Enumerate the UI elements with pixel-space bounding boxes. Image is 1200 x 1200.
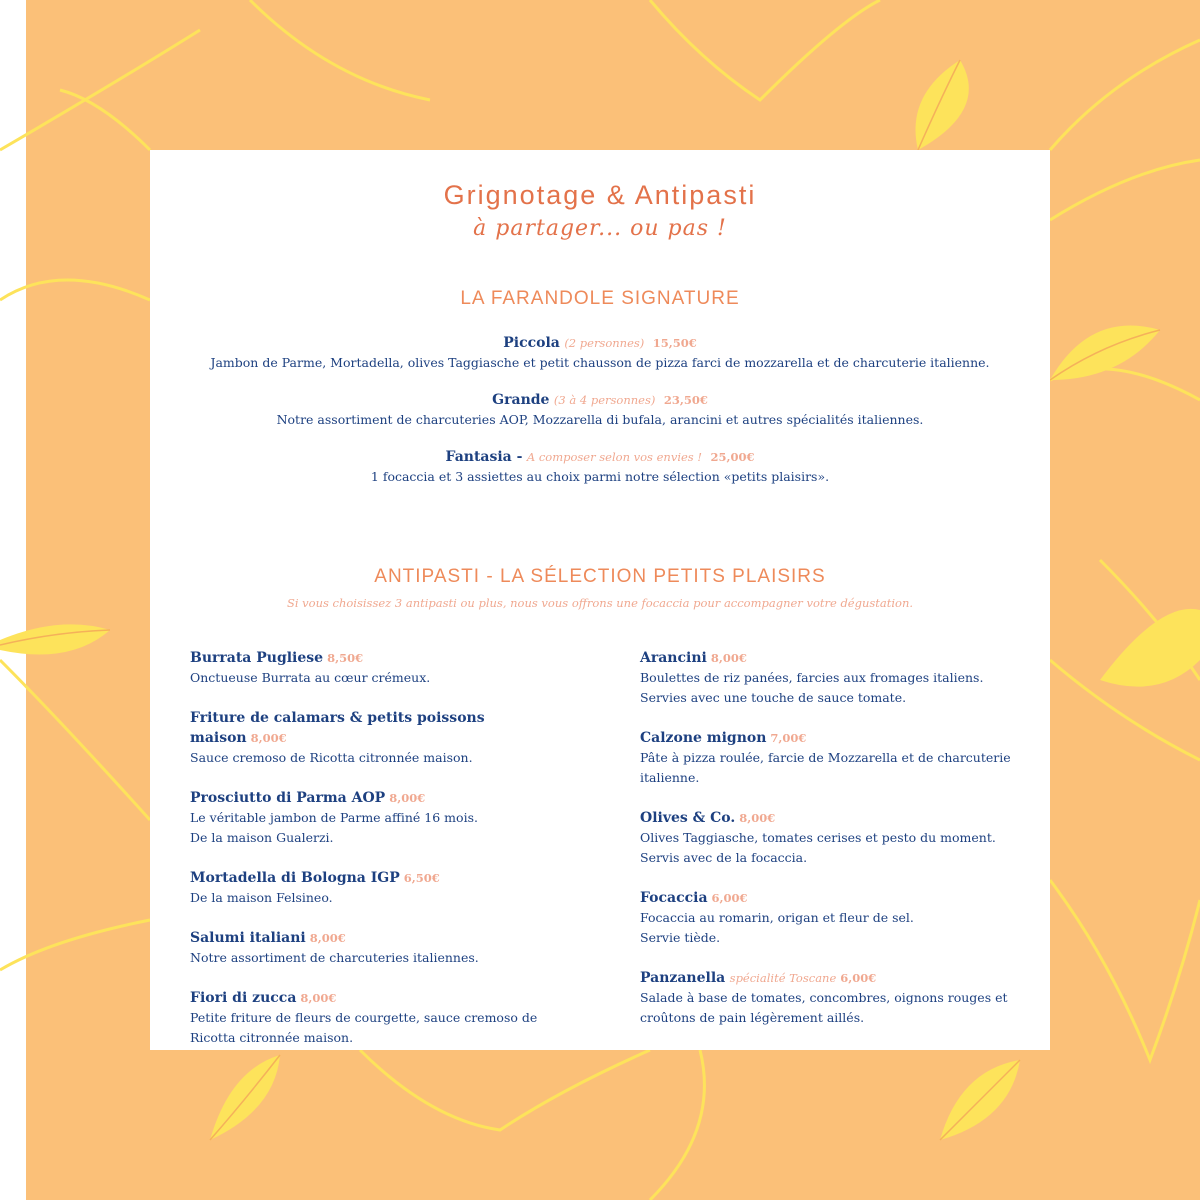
item-description: Servies avec une touche de sauce tomate. (640, 690, 907, 705)
item-description: De la maison Felsineo. (190, 890, 333, 905)
item-price: 8,00€ (389, 791, 426, 805)
item-description: Notre assortiment de charcuteries italiennes. (190, 950, 479, 965)
item-name: Arancini (640, 650, 707, 666)
item-price: 6,50€ (403, 871, 440, 885)
item-price: 6,00€ (840, 971, 877, 985)
item-name: Mortadella di Bologna IGP (190, 870, 400, 886)
item-name: Panzanella (640, 970, 726, 986)
item-description: Salade à base de tomates, concombres, oignons rouges et (640, 990, 1008, 1005)
item-description: Le véritable jambon de Parme affiné 16 mois. (190, 810, 478, 825)
item-price: 8,00€ (300, 991, 337, 1005)
menu-card (150, 150, 1050, 1050)
menu-item (190, 788, 570, 848)
item-price: 8,00€ (710, 651, 747, 665)
item-description: Servie tiède. (640, 930, 721, 945)
menu-item (190, 928, 570, 968)
item-note: A composer selon vos envies ! (526, 450, 702, 464)
item-name: Prosciutto di Parma AOP (190, 790, 386, 806)
item-name: Calzone mignon (640, 730, 767, 746)
item-price: 8,50€ (327, 651, 364, 665)
item-description: italienne. (640, 770, 700, 785)
item-description: De la maison Gualerzi. (190, 830, 334, 845)
menu-item (190, 868, 570, 908)
menu-title: Grignotage & Antipasti (443, 180, 757, 210)
item-price: 8,00€ (250, 731, 287, 745)
item-name: Fiori di zucca (190, 990, 297, 1006)
menu-item (640, 888, 1020, 948)
item-price: 23,50€ (663, 393, 708, 407)
item-description: Ricotta citronnée maison. (190, 1030, 354, 1045)
item-name: Fantasia - (445, 449, 523, 465)
item-price: 25,00€ (710, 450, 755, 464)
menu-item (640, 968, 1020, 1028)
menu-subtitle: à partager... ou pas ! (473, 216, 727, 241)
menu-item (640, 728, 1020, 788)
item-price: 15,50€ (652, 336, 697, 350)
item-price: 7,00€ (770, 731, 807, 745)
item-name: Olives & Co. (640, 810, 736, 826)
formula-item (150, 333, 1050, 372)
item-name: Friture de calamars & petits poissons maison (190, 710, 485, 746)
item-name: Grande (492, 392, 550, 408)
item-price: 6,00€ (711, 891, 748, 905)
item-description: Petite friture de fleurs de courgette, sauce cremoso de (190, 1010, 538, 1025)
item-description: Boulettes de riz panées, farcies aux fromages italiens. (640, 670, 984, 685)
formula-item (150, 390, 1050, 429)
item-description: Onctueuse Burrata au cœur crémeux. (190, 670, 431, 685)
menu-item (190, 708, 570, 768)
menu-item (640, 808, 1020, 868)
item-price: 8,00€ (739, 811, 776, 825)
menu-item (640, 648, 1020, 708)
item-name: Burrata Pugliese (190, 650, 324, 666)
item-name: Piccola (503, 335, 560, 351)
item-name: Salumi italiani (190, 930, 306, 946)
item-name: Focaccia (640, 890, 708, 906)
item-description: Pâte à pizza roulée, farcie de Mozzarella et de charcuterie (640, 750, 1011, 765)
formula-item (150, 447, 1050, 486)
item-note: (3 à 4 personnes) (553, 393, 656, 407)
antipasti-right-column (640, 648, 1020, 1048)
item-description: Servis avec de la focaccia. (640, 850, 808, 865)
item-description: Sauce cremoso de Ricotta citronnée maison. (190, 750, 473, 765)
item-description: Notre assortiment de charcuteries AOP, Mozzarella di bufala, arancini et autres spécialités italiennes. (276, 412, 924, 427)
menu-item (190, 648, 570, 688)
item-description: Olives Taggiasche, tomates cerises et pesto du moment. (640, 830, 996, 845)
farandole-section-title: LA FARANDOLE SIGNATURE (460, 288, 740, 309)
item-description: croûtons de pain légèrement aillés. (640, 1010, 865, 1025)
antipasti-left-column (190, 648, 570, 1068)
menu-item (190, 988, 570, 1048)
antipasti-section-title: ANTIPASTI - LA SÉLECTION PETITS PLAISIRS (374, 566, 826, 587)
item-price: 8,00€ (309, 931, 346, 945)
antipasti-note: Si vous choisissez 3 antipasti ou plus, nous vous offrons une focaccia pour accompagner votre dégustation. (286, 596, 914, 610)
item-note: spécialité Toscane (729, 971, 837, 985)
item-description: Jambon de Parme, Mortadella, olives Taggiasche et petit chausson de pizza farci de mozzarella et de charcuterie italienne. (210, 355, 990, 370)
item-description: Focaccia au romarin, origan et fleur de sel. (640, 910, 914, 925)
item-description: 1 focaccia et 3 assiettes au choix parmi notre sélection «petits plaisirs». (370, 469, 830, 484)
item-note: (2 personnes) (564, 336, 645, 350)
